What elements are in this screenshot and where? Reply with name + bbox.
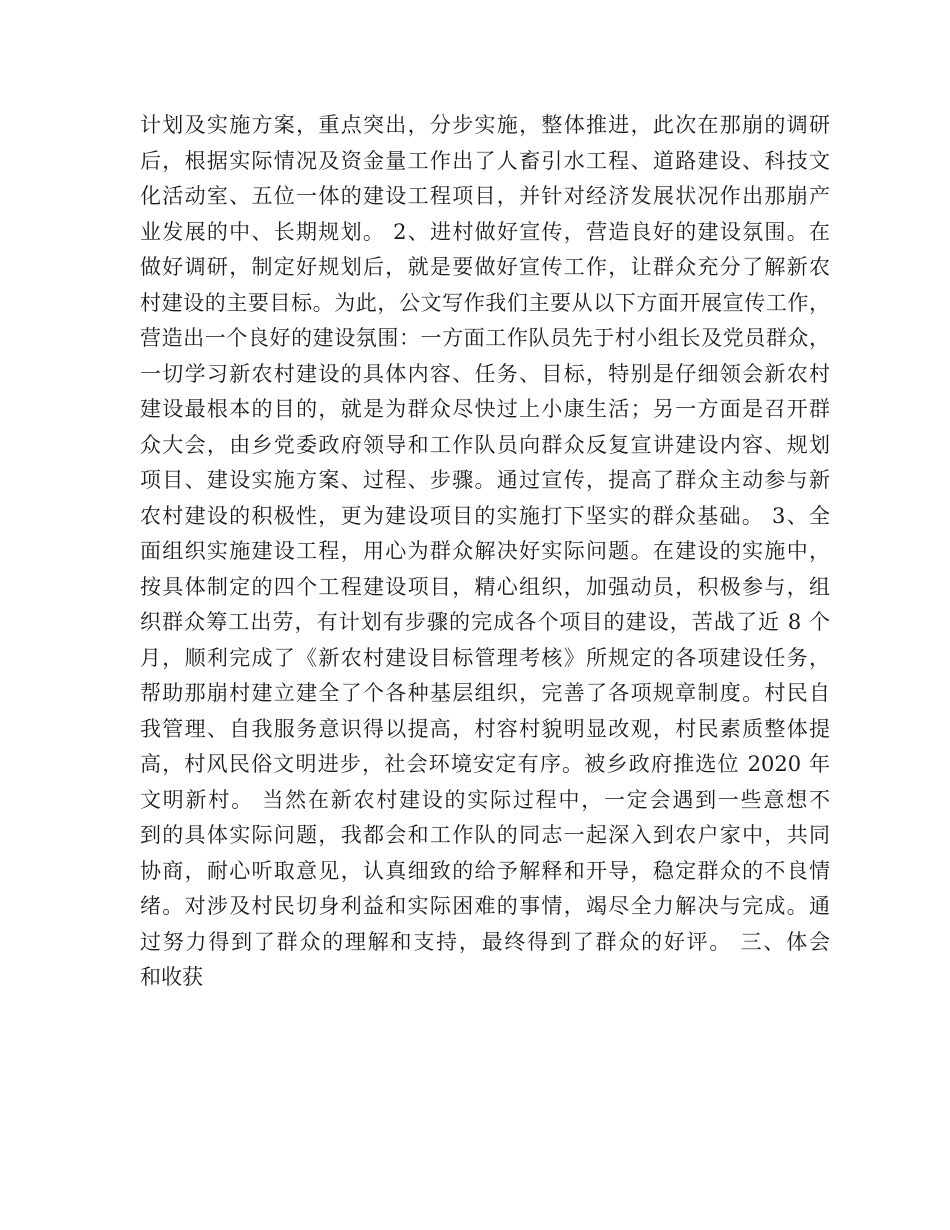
text-line: 建设最根本的目的，就是为群众尽快过上小康生活；另一方面是召开群 [140, 397, 830, 421]
text-line: 农村建设的积极性，更为建设项目的实施打下坚实的群众基础。 3、全 [140, 503, 830, 528]
text-line: 高，村风民俗文明进步，社会环境安定有序。被乡政府推选位 2020 年 [140, 752, 830, 776]
text-line: 帮助那崩村建立建全了个各种基层组织，完善了各项规章制度。村民自 [140, 681, 830, 705]
text-line: 绪。对涉及村民切身利益和实际困难的事情，竭尽全力解决与完成。通 [140, 894, 830, 918]
text-line: 文明新村。 当然在新农村建设的实际过程中，一定会遇到一些意想不 [140, 787, 830, 812]
text-line: 村建设的主要目标。为此，公文写作我们主要从以下方面开展宣传工作， [140, 290, 830, 315]
text-line: 一切学习新农村建设的具体内容、任务、目标，特别是仔细领会新农村 [140, 361, 830, 386]
text-line: 协商，耐心听取意见，认真细致的给予解释和开导，稳定群众的不良情 [140, 858, 830, 883]
text-line: 面组织实施建设工程，用心为群众解决好实际问题。在建设的实施中， [140, 539, 830, 563]
text-line: 过努力得到了群众的理解和支持，最终得到了群众的好评。 三、体会 [140, 929, 830, 954]
text-line: 化活动室、五位一体的建设工程项目，并针对经济发展状况作出那崩产 [140, 184, 830, 208]
text-line: 织群众筹工出劳，有计划有步骤的完成各个项目的建设，苦战了近 8 个 [140, 610, 830, 634]
text-line: 按具体制定的四个工程建设项目，精心组织，加强动员，积极参与，组 [140, 574, 830, 599]
text-line: 计划及实施方案，重点突出，分步实施，整体推进，此次在那崩的调研 [140, 113, 830, 137]
text-line: 业发展的中、长期规划。 2、进村做好宣传，营造良好的建设氛围。在 [140, 219, 830, 244]
text-line: 我管理、自我服务意识得以提高，村容村貌明显改观，村民素质整体提 [140, 716, 830, 741]
text-line: 后，根据实际情况及资金量工作出了人畜引水工程、道路建设、科技文 [140, 148, 830, 173]
text-line: 众大会，由乡党委政府领导和工作队员向群众反复宣讲建设内容、规划 [140, 432, 830, 457]
text-line: 营造出一个良好的建设氛围：一方面工作队员先于村小组长及党员群众， [140, 326, 830, 350]
body-text [140, 108, 830, 996]
text-line: 做好调研，制定好规划后，就是要做好宣传工作，让群众充分了解新农 [140, 255, 830, 279]
text-line: 到的具体实际问题，我都会和工作队的同志一起深入到农户家中，共同 [140, 823, 830, 847]
text-line: 月，顺利完成了《新农村建设目标管理考核》所规定的各项建设任务， [140, 645, 830, 670]
text-line: 和收获 [140, 965, 203, 989]
text-line: 项目、建设实施方案、过程、步骤。通过宣传，提高了群众主动参与新 [140, 468, 830, 492]
